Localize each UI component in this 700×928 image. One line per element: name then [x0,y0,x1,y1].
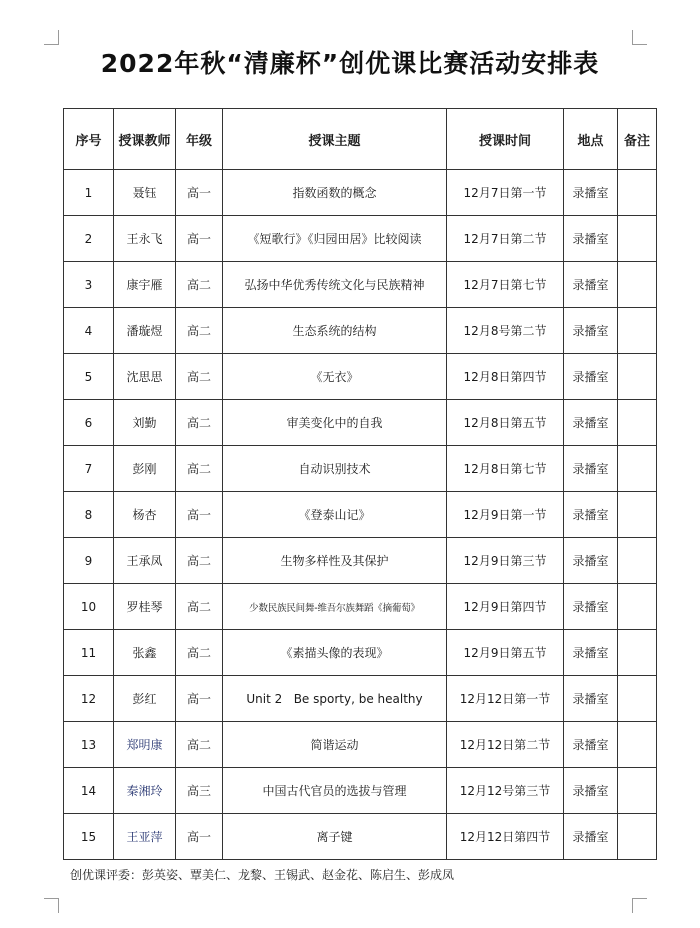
cell-time: 12月7日第七节 [447,262,564,308]
cell-teacher: 彭红 [114,676,176,722]
table-row [64,722,657,768]
cell-place: 录播室 [564,630,618,676]
cell-teacher: 王亚萍 [114,814,176,860]
table-row [64,216,657,262]
header-teacher: 授课教师 [114,109,176,170]
table-row [64,768,657,814]
header-note: 备注 [618,109,657,170]
cell-place: 录播室 [564,354,618,400]
header-no: 序号 [64,109,114,170]
cell-no: 14 [64,768,114,814]
cell-note [618,492,657,538]
cell-time: 12月12日第四节 [447,814,564,860]
cell-grade: 高二 [176,400,223,446]
crop-mark-bottom-left [44,898,59,913]
cell-no: 8 [64,492,114,538]
cell-time: 12月9日第三节 [447,538,564,584]
cell-no: 3 [64,262,114,308]
cell-place: 录播室 [564,262,618,308]
cell-time: 12月9日第四节 [447,584,564,630]
crop-mark-top-left [44,30,59,45]
cell-time: 12月12日第二节 [447,722,564,768]
cell-time: 12月12号第三节 [447,768,564,814]
cell-topic: 《素描头像的表现》 [223,630,447,676]
cell-no: 6 [64,400,114,446]
cell-teacher: 康宇雁 [114,262,176,308]
cell-grade: 高一 [176,216,223,262]
header-topic: 授课主题 [223,109,447,170]
cell-place: 录播室 [564,722,618,768]
cell-no: 9 [64,538,114,584]
cell-place: 录播室 [564,216,618,262]
cell-no: 13 [64,722,114,768]
cell-place: 录播室 [564,676,618,722]
table-row [64,262,657,308]
cell-place: 录播室 [564,492,618,538]
cell-note [618,400,657,446]
table-row [64,676,657,722]
cell-note [618,538,657,584]
cell-note [618,308,657,354]
header-time: 授课时间 [447,109,564,170]
cell-teacher: 彭刚 [114,446,176,492]
cell-no: 1 [64,170,114,216]
judges-footnote: 创优课评委：彭英姿、覃美仁、龙黎、王锡武、赵金花、陈启生、彭成凤 [70,868,455,882]
cell-place: 录播室 [564,400,618,446]
cell-time: 12月8号第二节 [447,308,564,354]
cell-grade: 高二 [176,446,223,492]
cell-grade: 高一 [176,676,223,722]
table-header-row [64,109,657,170]
cell-topic: 审美变化中的自我 [223,400,447,446]
schedule-table [63,108,657,860]
cell-grade: 高三 [176,768,223,814]
table-row [64,400,657,446]
cell-topic: 少数民族民间舞-维吾尔族舞蹈《摘葡萄》 [223,584,447,630]
cell-note [618,262,657,308]
cell-topic: 《无衣》 [223,354,447,400]
cell-teacher: 沈思思 [114,354,176,400]
cell-topic: 简谐运动 [223,722,447,768]
table-row [64,170,657,216]
cell-teacher: 聂钰 [114,170,176,216]
cell-topic: 《短歌行》《归园田居》比较阅读 [223,216,447,262]
cell-topic: 《登泰山记》 [223,492,447,538]
cell-no: 11 [64,630,114,676]
cell-note [618,584,657,630]
cell-grade: 高二 [176,308,223,354]
cell-time: 12月7日第二节 [447,216,564,262]
cell-no: 15 [64,814,114,860]
cell-time: 12月12日第一节 [447,676,564,722]
cell-grade: 高二 [176,584,223,630]
cell-note [618,216,657,262]
cell-note [618,814,657,860]
table-row [64,814,657,860]
cell-time: 12月9日第一节 [447,492,564,538]
table-row [64,538,657,584]
cell-place: 录播室 [564,446,618,492]
table-row [64,630,657,676]
cell-grade: 高二 [176,630,223,676]
cell-topic: 指数函数的概念 [223,170,447,216]
cell-teacher: 王永飞 [114,216,176,262]
cell-grade: 高二 [176,722,223,768]
cell-note [618,722,657,768]
header-grade: 年级 [176,109,223,170]
table-row [64,492,657,538]
cell-teacher: 刘勤 [114,400,176,446]
cell-teacher: 潘璇煜 [114,308,176,354]
cell-place: 录播室 [564,768,618,814]
cell-grade: 高一 [176,814,223,860]
cell-teacher: 杨杏 [114,492,176,538]
page-title: 2022年秋“清廉杯”创优课比赛活动安排表 [100,49,600,78]
cell-time: 12月9日第五节 [447,630,564,676]
cell-topic: 弘扬中华优秀传统文化与民族精神 [223,262,447,308]
table-row [64,584,657,630]
cell-time: 12月7日第一节 [447,170,564,216]
table-row [64,446,657,492]
cell-note [618,446,657,492]
cell-grade: 高二 [176,354,223,400]
cell-place: 录播室 [564,170,618,216]
cell-time: 12月8日第五节 [447,400,564,446]
table-row [64,354,657,400]
cell-topic: Unit 2 Be sporty, be healthy [223,676,447,722]
cell-note [618,354,657,400]
crop-mark-top-right [632,30,647,45]
cell-grade: 高二 [176,538,223,584]
cell-note [618,170,657,216]
cell-grade: 高二 [176,262,223,308]
cell-no: 2 [64,216,114,262]
table-row [64,308,657,354]
cell-topic: 离子键 [223,814,447,860]
cell-time: 12月8日第七节 [447,446,564,492]
crop-mark-bottom-right [632,898,647,913]
cell-note [618,676,657,722]
cell-topic: 生物多样性及其保护 [223,538,447,584]
cell-teacher: 秦湘玲 [114,768,176,814]
cell-place: 录播室 [564,584,618,630]
cell-note [618,768,657,814]
cell-topic: 中国古代官员的选拔与管理 [223,768,447,814]
cell-place: 录播室 [564,814,618,860]
cell-no: 12 [64,676,114,722]
cell-no: 4 [64,308,114,354]
cell-grade: 高一 [176,492,223,538]
cell-topic: 自动识别技术 [223,446,447,492]
cell-topic: 生态系统的结构 [223,308,447,354]
cell-no: 10 [64,584,114,630]
cell-grade: 高一 [176,170,223,216]
cell-place: 录播室 [564,308,618,354]
header-place: 地点 [564,109,618,170]
cell-teacher: 罗桂琴 [114,584,176,630]
cell-time: 12月8日第四节 [447,354,564,400]
cell-note [618,630,657,676]
cell-teacher: 郑明康 [114,722,176,768]
cell-teacher: 张鑫 [114,630,176,676]
cell-no: 5 [64,354,114,400]
cell-teacher: 王承凤 [114,538,176,584]
cell-no: 7 [64,446,114,492]
cell-place: 录播室 [564,538,618,584]
